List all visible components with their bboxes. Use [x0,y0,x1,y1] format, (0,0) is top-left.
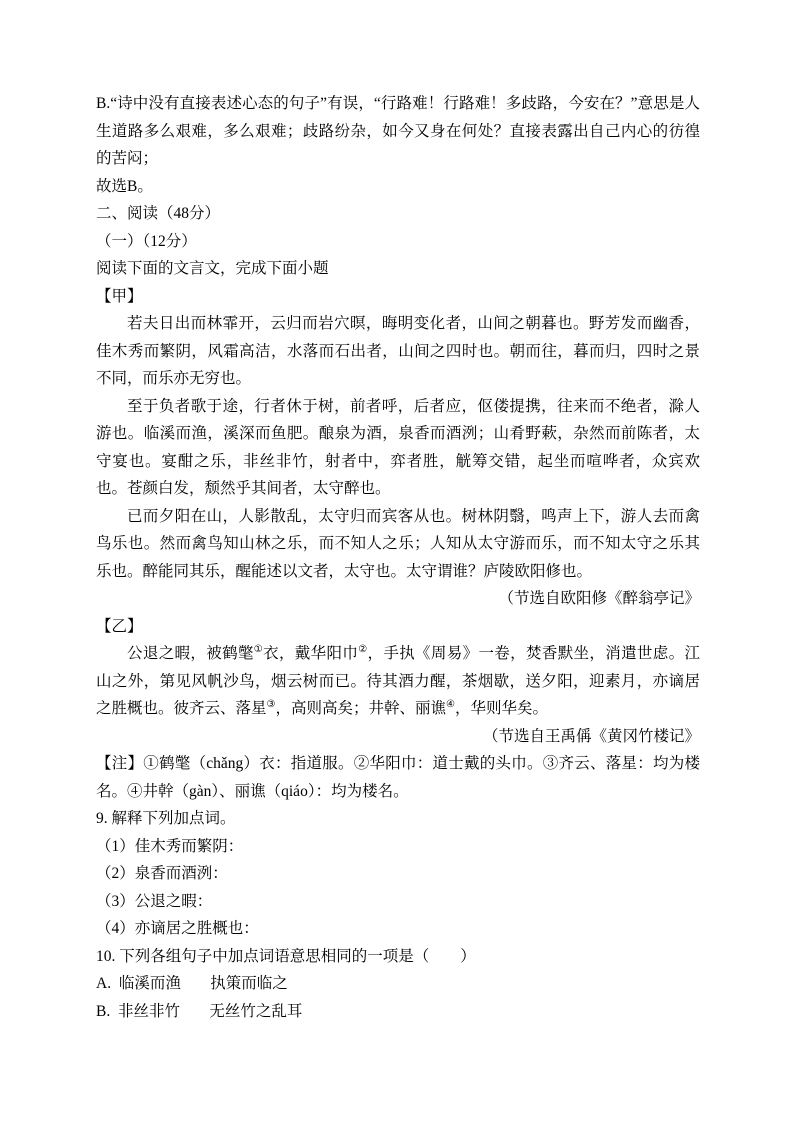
question-10-option-a [96,970,700,998]
answer-conclusion: 故选B。 [96,177,153,195]
question-9-stem: 9. 解释下列加点词。 [96,810,236,827]
question-10-stem: 10. 下列各组句子中加点词语意思相同的一项是（ ） [96,947,476,965]
passage-instruction: 阅读下面的文言文，完成下面小题 [96,260,329,277]
question-9-item-4: （4）亦谪居之胜概也： [96,920,259,937]
passage-jia-paragraph-2: 至于负者歌于途，行者休于树，前者呼，后者应，伛偻提携，往来而不绝者，滁人游也。临溪而渔，溪深而鱼肥。酿泉为酒，泉香而酒洌；山肴野蔌，杂然而前陈者，太守宴也。宴酣之乐，非丝非竹，射者中，弈者胜，觥筹交错，起坐而喧哗者，众宾欢也。苍颜白发，颓然乎其间者，太守醉也。 [96,397,700,497]
option-b-label: B. [96,1002,111,1020]
section-heading: 二、阅读（48分） [96,205,221,222]
passage-yi-label: 【乙】 [96,617,143,635]
subsection-heading: （一）（12分） [96,232,197,250]
passage-jia-citation: （节选自欧阳修《醉翁亭记》 [498,590,700,607]
passage-jia-label: 【甲】 [96,287,143,305]
option-b-phrase-2: 无丝竹之乱耳 [209,1002,303,1020]
question-9-item-2: （2）泉香而酒洌： [96,865,228,882]
passage-yi-paragraph: 公退之暇，被鹤氅①衣，戴华阳巾②，手执《周易》一卷，焚香默坐，消遣世虑。江山之外，第见风帆沙鸟，烟云树而已。待其酒力醒，茶烟歇，送夕阳，迎素月，亦谪居之胜概也。彼齐云、落星③，高则高矣；井幹、丽谯④，华则华矣。 [96,643,700,717]
question-9-item-3: （3）公退之暇： [96,892,213,910]
option-a-label: A. [96,975,112,992]
option-a-phrase-2: 执策而临之 [210,975,288,992]
option-b-phrase-1: 非丝非竹 [117,1002,180,1020]
passage-jia-paragraph-1: 若夫日出而林霏开，云归而岩穴暝，晦明变化者，山间之朝暮也。野芳发而幽香，佳木秀而繁阴，风霜高洁，水落而石出者，山间之四时也。朝而往，暮而归，四时之景不同，而乐亦无穷也。 [96,315,700,387]
option-a-phrase-1: 临溪而渔 [118,975,181,992]
answer-analysis-text: B.“诗中没有直接表述心态的句子”有误，“行路难！行路难！多歧路，今安在？”意思是人生道路多么艰难，多么艰难；歧路纷杂，如今又身在何处？直接表露出自己内心的彷徨的苦闷； [96,95,700,167]
question-10-option-b [96,998,700,1026]
passage-yi-citation: （节选自王禹偁《黄冈竹楼记》 [482,727,700,745]
question-9-item-1: （1）佳木秀而繁阴： [96,837,244,855]
notes-text: 【注】①鹤氅（chǎng）衣：指道服。②华阳巾：道士戴的头巾。③齐云、落星：均为楼名。④井幹（gàn）、丽谯（qiáo）：均为楼名。 [96,755,700,800]
passage-jia-paragraph-3: 已而夕阳在山，人影散乱，太守归而宾客从也。树林阴翳，鸣声上下，游人去而禽鸟乐也。然而禽鸟知山林之乐，而不知人之乐；人知从太守游而乐，而不知太守之乐其乐也。醉能同其乐，醒能述以文者，太守也。太守谓谁？庐陵欧阳修也。 [96,507,700,580]
